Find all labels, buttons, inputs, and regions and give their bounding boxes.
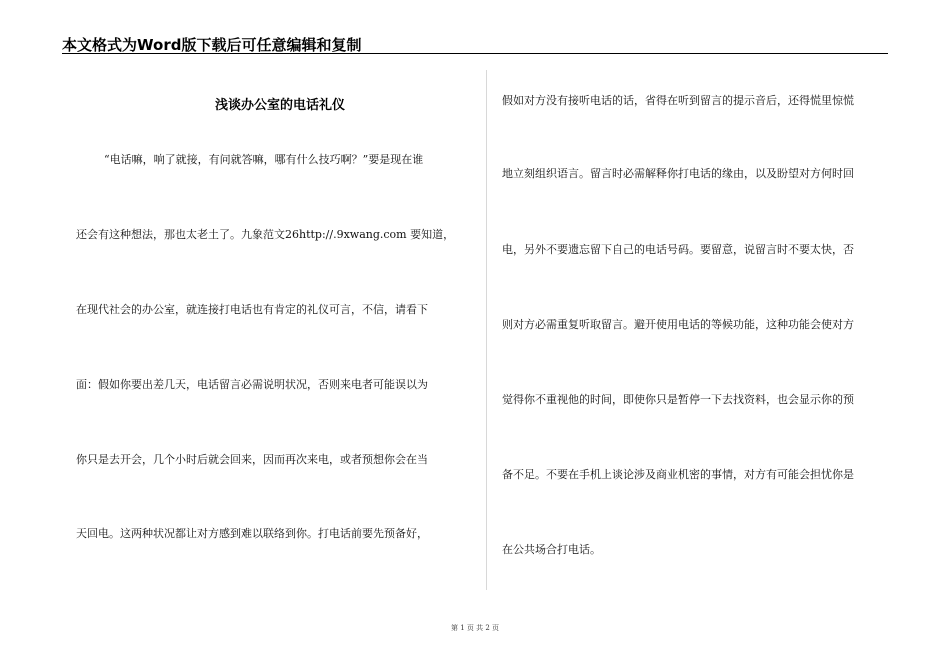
page-number: 第 1 页 共 2 页	[450, 624, 500, 632]
paragraph-line: 地立刻组织语言。留言时必需解释你打电话的缘由，以及盼望对方何时回	[502, 167, 854, 180]
paragraph-line: 面：假如你要出差几天，电话留言必需说明状况，否则来电者可能误以为	[76, 378, 428, 391]
column-divider	[486, 70, 487, 590]
header-title: 本文格式为Word版下载后可任意编辑和复制	[62, 36, 362, 54]
paragraph-line: 你只是去开会，几个小时后就会回来，因而再次来电，或者预想你会在当	[76, 453, 428, 466]
paragraph-line: 则对方必需重复听取留言。避开使用电话的等候功能，这种功能会使对方	[502, 318, 854, 331]
paragraph-line: 在现代社会的办公室，就连接打电话也有肯定的礼仪可言，不信，请看下	[76, 303, 428, 316]
paragraph-line: 备不足。不要在手机上谈论涉及商业机密的事情，对方有可能会担忧你是	[502, 468, 854, 481]
paragraph-line: 在公共场合打电话。	[502, 543, 601, 556]
header-divider	[62, 53, 888, 54]
paragraph-line: 觉得你不重视他的时间，即使你只是暂停一下去找资料，也会显示你的预	[502, 393, 854, 406]
document-title: 浅谈办公室的电话礼仪	[214, 98, 345, 113]
paragraph-line: 还会有这种想法，那也太老土了。九象范文26http://.9xwang.com 要知道，	[76, 228, 455, 241]
paragraph-line: “电话嘛，响了就接，有问就答嘛，哪有什么技巧啊？”要是现在谁	[104, 153, 424, 166]
paragraph-line: 天回电。这两种状况都让对方感到难以联络到你。打电话前要先预备好，	[76, 527, 428, 540]
paragraph-line: 电，另外不要遗忘留下自己的电话号码。要留意，说留言时不要太快，否	[502, 243, 854, 256]
paragraph-line: 假如对方没有接听电话的话，省得在听到留言的提示音后，还得慌里惊慌	[502, 94, 854, 107]
